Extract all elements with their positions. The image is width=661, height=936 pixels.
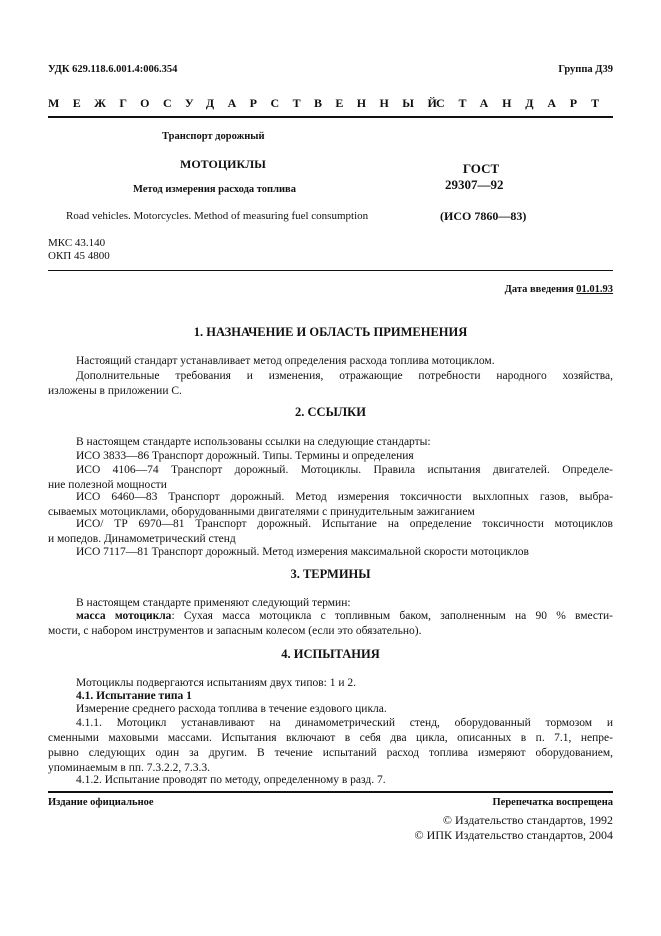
reprint-note: Перепечатка воспрещена	[492, 797, 613, 808]
section-1-paragraph-2: Дополнительные требования и изменения, отражающие потребности народного хозяйства, изложены в приложении С.	[48, 370, 613, 397]
section-3-intro: В настоящем стандарте применяют следующий термин:	[76, 597, 351, 609]
section-1-heading: 1. НАЗНАЧЕНИЕ И ОБЛАСТЬ ПРИМЕНЕНИЯ	[193, 325, 468, 339]
document-subtitle: Метод измерения расхода топлива	[133, 184, 296, 195]
document-title: МОТОЦИКЛЫ	[180, 157, 266, 171]
subsection-4-1-heading: 4.1. Испытание типа 1	[76, 690, 192, 702]
banner-standard: СТАНДАРТ	[436, 96, 613, 110]
iso-reference: (ИСО 7860—83)	[440, 209, 527, 223]
reference-iso-7117: ИСО 7117—81 Транспорт дорожный. Метод измерения максимальной скорости мотоциклов	[76, 546, 529, 558]
reference-iso-6460: ИСО 6460—83 Транспорт дорожный. Метод измерения токсичности выхлопных газов, выбра- сываемых мотоциклами, оборудованными двигателями с принудительным зажиганием	[48, 491, 613, 518]
okp-code: ОКП 45 4800	[48, 250, 110, 262]
mks-code: МКС 43.140	[48, 237, 106, 249]
clause-4-1-2: 4.1.2. Испытание проводят по методу, определенному в разд. 7.	[76, 774, 386, 786]
term-definition: масса мотоцикла: Сухая масса мотоцикла с топливным баком, заполненным на 90 % вмести- мости, с набором инструментов и запасным колесом (если это обязательно).	[48, 610, 614, 637]
copyright-1992: © Издательство стандартов, 1992	[442, 813, 613, 827]
gost-label: ГОСТ	[462, 161, 500, 176]
section-2-intro: В настоящем стандарте использованы ссылки на следующие стандарты:	[76, 436, 431, 448]
footer-rule	[48, 791, 613, 793]
udk-code: УДК 629.118.6.001.4:006.354	[48, 64, 178, 75]
reference-iso-3833: ИСО 3833—86 Транспорт дорожный. Типы. Термины и определения	[76, 450, 414, 462]
section-3-heading: 3. ТЕРМИНЫ	[290, 567, 371, 581]
intro-date-value: 01.01.93	[576, 284, 613, 295]
group-code: Группа Д39	[558, 64, 613, 75]
category-title: Транспорт дорожный	[162, 131, 265, 142]
gost-number: 29307—92	[445, 177, 504, 192]
term-motorcycle-mass: масса мотоцикла	[76, 610, 172, 622]
banner-interstate: МЕЖГОСУДАРСТВЕННЫЙ	[48, 96, 451, 110]
reference-iso-4106: ИСО 4106—74 Транспорт дорожный. Мотоциклы. Правила испытания двигателей. Определе- ние полезной мощности	[48, 464, 613, 491]
intro-date	[505, 284, 613, 295]
banner-rule	[48, 116, 613, 118]
intro-date-label: Дата введения	[504, 284, 574, 295]
section-4-intro: Мотоциклы подвергаются испытаниям двух типов: 1 и 2.	[76, 677, 357, 689]
edition-note: Издание официальное	[48, 797, 154, 808]
copyright-2004: © ИПК Издательство стандартов, 2004	[414, 828, 613, 842]
reference-iso-tr-6970: ИСО/ ТР 6970—81 Транспорт дорожный. Испытание на определение токсичности мотоциклов и мопедов. Динамометрический стенд	[48, 518, 613, 545]
subsection-4-1-intro: Измерение среднего расхода топлива в течение ездового цикла.	[76, 703, 387, 715]
clause-4-1-1: 4.1.1. Мотоцикл устанавливают на динамометрический стенд, оборудованный тормозом и сменными маховыми массами. Испытания включают в себя два цикла, описанных в п. 7.1, непре- рывно следующих один за другим. В течение испытаний расход топлива измеряют оборудованием, упоминаемым в пп. 7.3.2.2, 7.3.3.	[48, 717, 613, 774]
section-4-heading: 4. ИСПЫТАНИЯ	[281, 647, 380, 661]
title-rule	[48, 270, 613, 271]
english-title: Road vehicles. Motorcycles. Method of measuring fuel consumption	[66, 210, 369, 222]
section-2-heading: 2. ССЫЛКИ	[295, 405, 366, 419]
section-1-paragraph-1: Настоящий стандарт устанавливает метод определения расхода топлива мотоциклом.	[76, 355, 495, 367]
